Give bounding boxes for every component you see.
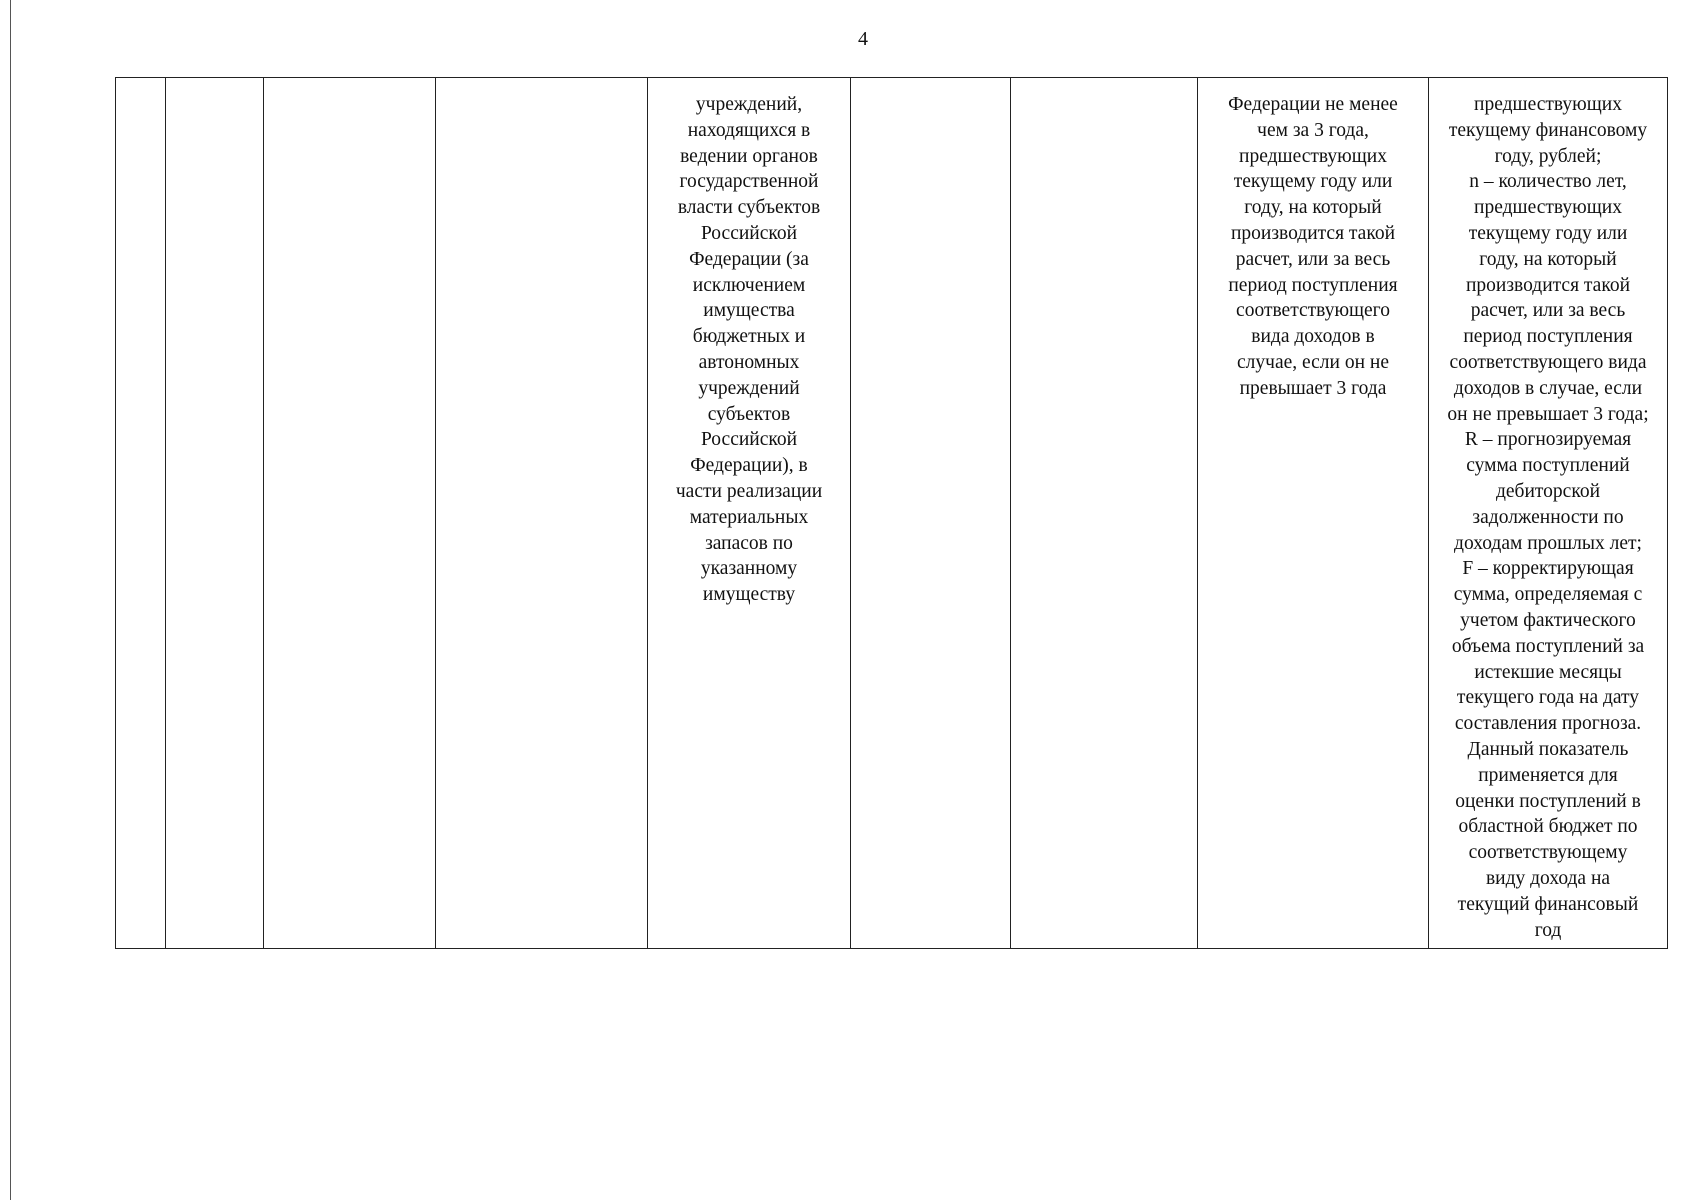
table-cell-calculation-period — [1198, 78, 1429, 949]
table-cell-formula-legend — [1429, 78, 1668, 949]
document-table — [115, 77, 1668, 949]
page-left-edge-line — [10, 0, 11, 1200]
table-row — [116, 78, 1668, 949]
page-number: 4 — [858, 28, 868, 50]
table-cell-col3 — [264, 78, 436, 949]
table-cell-col1 — [116, 78, 166, 949]
table-cell-col4 — [436, 78, 648, 949]
table-cell-revenue-description — [648, 78, 851, 949]
revenue-description-text: учреждений, находящихся в ведении органов государственной власти субъектов Российской Федерации (за исключением имущества бюджетных и автономных учреждений субъектов Российской Федерации), в части реализации материальных запасов по указанному имуществу — [675, 94, 823, 606]
table-cell-col7 — [1011, 78, 1198, 949]
calculation-period-text: Федерации не менее чем за 3 года, предшествующих текущему году или году, на который производится такой расчет, или за весь период поступления соответствующего вида доходов в случае, если он не превышает 3 года — [1228, 94, 1398, 399]
table-cell-col6 — [851, 78, 1011, 949]
table-cell-col2 — [166, 78, 264, 949]
formula-legend-text: предшествующих текущему финансовому году, рублей; n – количество лет, предшествующих текущему году или году, на который производится такой расчет, или за весь период поступления соответствующего вида доходов в случае, если он не превышает 3 года; R – прогнозируемая сумма поступлений дебиторской задолженности по доходам прошлых лет; F – корректирующая сумма, определяемая с учетом фактического объема поступлений за истекшие месяцы текущего года на дату составления прогноза. Данный показатель применяется для оценки поступлений в областной бюджет по соответствующему виду дохода на текущий финансовый год — [1447, 94, 1649, 941]
